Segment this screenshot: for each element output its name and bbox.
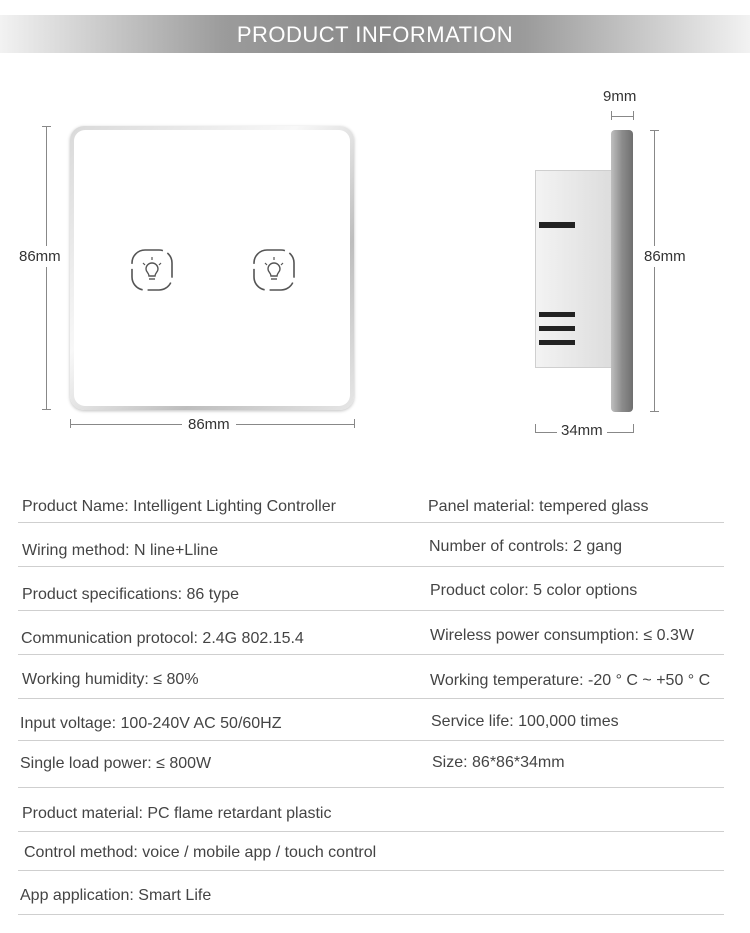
row-divider <box>18 831 724 832</box>
spec-product-specifications: Product specifications: 86 type <box>22 586 240 603</box>
spec-panel-material: Panel material: tempered glass <box>428 498 649 515</box>
row-divider <box>18 914 724 915</box>
side-depth-label: 34mm <box>557 422 607 439</box>
front-height-cap-bottom <box>42 409 51 410</box>
front-width-cap-left <box>70 419 71 428</box>
side-thickness-cap-right <box>633 111 634 120</box>
header-banner <box>0 15 750 53</box>
row-divider <box>18 740 724 741</box>
page-title: PRODUCT INFORMATION <box>236 22 514 47</box>
row-divider <box>18 566 724 567</box>
row-divider <box>18 870 724 871</box>
front-width-label: 86mm <box>182 416 236 433</box>
side-height-line <box>654 130 655 412</box>
row-divider <box>18 522 724 523</box>
spec-app-application: App application: Smart Life <box>20 887 212 904</box>
spec-product-name: Product Name: Intelligent Lighting Controller <box>22 498 336 515</box>
switch-side-body <box>535 170 615 368</box>
spec-single-load-power: Single load power: ≤ 800W <box>20 755 212 772</box>
row-divider <box>18 610 724 611</box>
front-height-cap-top <box>42 126 51 127</box>
spec-working-temperature: Working temperature: -20 ° C ~ +50 ° C <box>430 672 711 689</box>
row-divider <box>18 787 724 788</box>
spec-communication-protocol: Communication protocol: 2.4G 802.15.4 <box>21 630 304 647</box>
switch-front-view <box>70 126 354 410</box>
touch-button-2[interactable] <box>252 248 296 292</box>
spec-product-material: Product material: PC flame retardant plastic <box>22 805 332 822</box>
spec-service-life: Service life: 100,000 times <box>431 713 619 730</box>
side-height-cap-bottom <box>650 411 659 412</box>
side-height-label: 86mm <box>644 248 686 265</box>
side-thickness-cap-left <box>611 111 612 120</box>
front-height-line <box>46 126 47 410</box>
front-width-cap-right <box>354 419 355 428</box>
spec-size: Size: 86*86*34mm <box>432 754 565 771</box>
switch-side-slot <box>539 222 575 228</box>
bulb-icon <box>252 279 296 296</box>
switch-side-slot <box>539 340 575 345</box>
row-divider <box>18 654 724 655</box>
side-depth-cap-right <box>633 424 634 433</box>
spec-wiring-method: Wiring method: N line+Lline <box>22 542 219 559</box>
front-height-label: 86mm <box>19 248 61 265</box>
switch-side-view <box>535 130 635 412</box>
switch-side-panel <box>611 130 633 412</box>
side-thickness-line <box>611 116 634 117</box>
switch-side-slot <box>539 326 575 331</box>
spec-control-method: Control method: voice / mobile app / touch control <box>24 844 377 861</box>
spec-wireless-power: Wireless power consumption: ≤ 0.3W <box>430 627 694 644</box>
spec-product-color: Product color: 5 color options <box>430 582 638 599</box>
touch-button-1[interactable] <box>130 248 174 292</box>
side-height-cap-top <box>650 130 659 131</box>
bulb-icon <box>130 279 174 296</box>
spec-number-of-controls: Number of controls: 2 gang <box>429 538 622 555</box>
row-divider <box>18 698 724 699</box>
side-depth-cap-left <box>535 424 536 433</box>
spec-input-voltage: Input voltage: 100-240V AC 50/60HZ <box>20 715 282 732</box>
side-thickness-label: 9mm <box>603 88 637 105</box>
switch-glass-panel <box>74 130 350 406</box>
switch-side-slot <box>539 312 575 317</box>
spec-working-humidity: Working humidity: ≤ 80% <box>22 671 199 688</box>
